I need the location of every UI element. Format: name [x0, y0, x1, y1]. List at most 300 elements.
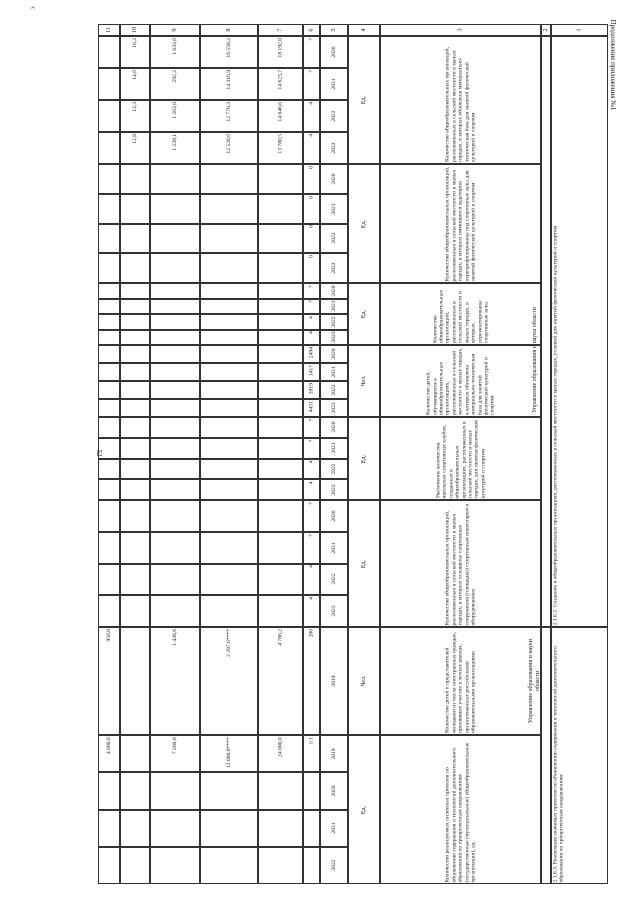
empty-cell-9: [150, 224, 200, 254]
value-cell-6: [303, 253, 320, 283]
empty-cell-11: [98, 224, 120, 254]
year-cell-text: 2020: [330, 46, 337, 58]
value-cell-10: [120, 735, 150, 772]
header-col-8: [200, 24, 258, 36]
header-col-4-text: 4: [359, 28, 367, 32]
empty-cell-9: [150, 363, 200, 381]
value-cell-7-text: 14 623,7: [277, 70, 284, 90]
value-cell-8-text: 12 000,0****: [225, 737, 232, 768]
empty-cell-10: [120, 381, 150, 399]
empty-cell-11: [98, 810, 120, 847]
appendix-note: Продолжение приложения №1: [609, 19, 617, 111]
value-cell-6-text: 3919: [308, 383, 315, 395]
empty-cell-8: [200, 459, 258, 480]
value-cell-10: [120, 100, 150, 132]
indicator-unit-cell-text: Чел.: [360, 375, 367, 387]
year-cell: [320, 253, 348, 283]
year-cell: [320, 36, 348, 68]
value-cell-7: [258, 36, 303, 68]
empty-cell-9: [150, 299, 200, 315]
value-cell-6-text: 4: [308, 481, 315, 485]
value-cell-9-text: 7 200,0: [171, 737, 178, 754]
value-cell-6: [303, 36, 320, 68]
empty-cell-9: [150, 810, 200, 847]
value-cell-11-text: [98, 100, 120, 132]
indicator-unit-cell-text: Ед.: [360, 219, 367, 228]
empty-cell-10: [120, 399, 150, 417]
value-cell-6: [303, 399, 320, 417]
empty-cell-9: [150, 399, 200, 417]
empty-cell-8: [200, 363, 258, 381]
year-cell: [320, 627, 348, 735]
empty-cell-8: [200, 810, 258, 847]
value-cell-7: [258, 68, 303, 100]
value-cell-7-text: 14 046,6: [277, 102, 284, 122]
indicator-text-cell-text: Количество общеобразовательных организаций, расположенных в сельской местности и малых городах, в которых оснащены спортивные сооружения (площадки) спортивным инвентарем и оборудованием: [444, 503, 477, 625]
year-cell: [320, 363, 348, 381]
value-cell-6: [303, 283, 320, 299]
empty-cell-7: [258, 532, 303, 564]
value-cell-6: [303, 500, 320, 532]
value-cell-9-text: 292,2: [171, 70, 178, 83]
year-cell: [320, 595, 348, 627]
executor-label: Управление образования и науки области: [531, 307, 538, 413]
empty-cell-11: [98, 381, 120, 399]
value-cell-10: [120, 627, 150, 735]
year-cell-text: 2023: [330, 484, 337, 496]
empty-cell-10: [120, 283, 150, 299]
empty-cell-11: [98, 253, 120, 283]
value-cell-6-text: 2494: [308, 347, 315, 359]
header-col-5-text: 5: [329, 28, 337, 32]
value-cell-6: [303, 735, 320, 772]
value-cell-7-text: 13 780,5: [277, 134, 284, 154]
header-col-2-text: 2: [541, 28, 549, 32]
empty-cell-10: [120, 438, 150, 459]
indicator-unit-cell: [348, 345, 380, 417]
empty-cell-11: [98, 532, 120, 564]
value-cell-8: [200, 36, 258, 68]
empty-cell-10: [120, 459, 150, 480]
header-col-11: [98, 24, 120, 36]
value-cell-11: [98, 36, 120, 68]
value-cell-6-text: 4: [308, 102, 315, 105]
empty-cell-8: [200, 772, 258, 809]
empty-cell-7: [258, 564, 303, 596]
empty-cell-10: [120, 363, 150, 381]
empty-cell-9: [150, 532, 200, 564]
year-cell: [320, 810, 348, 847]
empty-cell-7: [258, 381, 303, 399]
year-cell-text: 2021: [330, 822, 337, 834]
empty-cell-7: [258, 772, 303, 809]
empty-cell-11: [98, 399, 120, 417]
empty-cell-7: [258, 595, 303, 627]
empty-cell-7: [258, 810, 303, 847]
header-col-6-text: 6: [307, 28, 315, 32]
empty-cell-8: [200, 283, 258, 299]
value-cell-6: [303, 363, 320, 381]
empty-cell-7: [258, 345, 303, 363]
year-cell: [320, 283, 348, 299]
value-cell-11: [98, 627, 120, 735]
value-cell-6-text: 0: [308, 225, 315, 229]
empty-cell-7: [258, 479, 303, 500]
indicator-unit-cell: [348, 500, 380, 627]
value-cell-6-text: 1417: [308, 365, 315, 377]
year-cell-text: 2021: [330, 542, 337, 554]
value-cell-10: [120, 36, 150, 68]
empty-cell-10: [120, 345, 150, 363]
value-cell-8-text: 12 528,6: [225, 134, 232, 154]
empty-cell-7: [258, 399, 303, 417]
empty-cell-11: [98, 479, 120, 500]
indicator-text-cell: [380, 627, 541, 735]
value-cell-9: [150, 36, 200, 68]
value-cell-6-text: 4: [308, 460, 315, 464]
indicator-unit-cell-text: Ед.: [360, 805, 367, 814]
year-cell: [320, 330, 348, 346]
section-code-cell: [551, 627, 608, 884]
indicator-text-cell: [380, 735, 541, 884]
empty-cell-7: [258, 363, 303, 381]
empty-cell-9: [150, 330, 200, 346]
year-cell: [320, 564, 348, 596]
indicator-text-cell-text: Количество реализуемых пилотных проектов по обновлению содержания и технологий дополнительного образования по приоритетным направлениям (государственные (муниципальные) общеобразовательные организации), ед.: [444, 742, 477, 882]
header-col-3-text: 3: [456, 28, 464, 32]
value-cell-6: [303, 847, 320, 884]
empty-cell-8: [200, 224, 258, 254]
empty-cell-11: [98, 299, 120, 315]
empty-cell-10: [120, 772, 150, 809]
header-col-2: [541, 24, 551, 36]
header-col-4: [348, 24, 380, 36]
value-cell-6: [303, 330, 320, 346]
empty-cell-7: [258, 847, 303, 884]
empty-cell-8: [200, 399, 258, 417]
value-cell-7-text: 24 000,0: [277, 737, 284, 757]
value-cell-6-text: 4: [308, 134, 315, 137]
header-col-1: [551, 24, 608, 36]
empty-cell-10: [120, 299, 150, 315]
empty-cell-8: [200, 479, 258, 500]
year-cell-text: 2023: [330, 262, 337, 274]
header-col-6: [303, 24, 320, 36]
indicator-text-cell-text: Количество детей, обучающихся в общеобразовательных организациях, расположенных в сельской местности и малых городах, в которых обновлена материально-техническая база для занятий физической культурой и спортом: [425, 347, 496, 415]
indicator-text-cell: [380, 345, 541, 417]
empty-cell-7: [258, 314, 303, 330]
empty-cell-8: [200, 164, 258, 194]
empty-cell-11: [98, 595, 120, 627]
year-cell-text: 2019: [330, 675, 337, 687]
value-cell-6-text: 7: [308, 285, 315, 288]
value-cell-8-text: 2 397,6****: [225, 629, 232, 657]
value-cell-6: [303, 532, 320, 564]
empty-cell-9: [150, 381, 200, 399]
empty-cell-11: [98, 564, 120, 596]
year-cell-text: 2022: [330, 573, 337, 585]
value-cell-6: [303, 194, 320, 224]
corner-mark: ^: [30, 6, 36, 14]
value-cell-8-text: 14 316,9: [225, 70, 232, 90]
empty-cell-11: [98, 363, 120, 381]
empty-cell-8: [200, 532, 258, 564]
empty-cell-8: [200, 314, 258, 330]
empty-cell-11: [98, 314, 120, 330]
empty-cell-7: [258, 283, 303, 299]
value-cell-6-text: 0: [308, 166, 315, 169]
empty-cell-7: [258, 224, 303, 254]
header-col-5: [320, 24, 348, 36]
year-cell-text: 2022: [330, 859, 337, 871]
empty-cell-7: [258, 299, 303, 315]
year-cell: [320, 68, 348, 100]
indicator-text-cell: [380, 36, 541, 164]
empty-cell-8: [200, 500, 258, 532]
year-cell: [320, 164, 348, 194]
year-cell-text: 2021: [330, 442, 337, 454]
year-cell-text: 2023: [330, 605, 337, 617]
value-cell-9: [150, 627, 200, 735]
value-cell-6-text: 0: [308, 195, 315, 199]
year-cell: [320, 735, 348, 772]
value-cell-10-text: 12,8: [131, 134, 138, 144]
empty-cell-11: [98, 345, 120, 363]
empty-cell-9: [150, 500, 200, 532]
value-cell-6-text: 7: [308, 300, 315, 304]
executor-label-holder: [519, 627, 551, 735]
value-cell-6-text: 7: [308, 533, 315, 537]
indicator-unit-cell-text: Ед.: [360, 454, 367, 463]
value-cell-6: [303, 627, 320, 735]
value-cell-7-text: 4 786,2: [277, 629, 284, 646]
executor-label: Управление образования и науки области: [528, 638, 541, 724]
year-cell: [320, 100, 348, 132]
value-cell-6-text: 7: [308, 419, 315, 422]
header-col-1-text: 1: [575, 28, 583, 32]
empty-cell-10: [120, 314, 150, 330]
value-cell-8-text: 12 770,3: [225, 102, 232, 122]
empty-cell-7: [258, 459, 303, 480]
empty-cell-10: [120, 330, 150, 346]
empty-cell-11: [98, 772, 120, 809]
value-cell-11-text: [98, 132, 120, 164]
value-cell-6-text: [303, 772, 320, 809]
value-cell-6: [303, 810, 320, 847]
value-cell-9: [150, 132, 200, 164]
value-cell-6-text: 4451: [308, 401, 315, 413]
value-cell-11: [98, 132, 120, 164]
empty-cell-9: [150, 479, 200, 500]
value-cell-6-text: 4: [308, 597, 315, 601]
value-cell-6: [303, 595, 320, 627]
value-cell-10-text: 13,3: [131, 102, 138, 112]
value-cell-6: [303, 345, 320, 363]
value-cell-6: [303, 438, 320, 459]
empty-cell-8: [200, 564, 258, 596]
value-cell-10: [120, 68, 150, 100]
value-cell-11: [98, 735, 120, 772]
year-cell: [320, 299, 348, 315]
empty-cell-10: [120, 164, 150, 194]
empty-cell-8: [200, 253, 258, 283]
empty-cell-10: [120, 500, 150, 532]
value-cell-8: [200, 132, 258, 164]
section-code-cell: [551, 36, 608, 627]
empty-cell-8: [200, 194, 258, 224]
empty-cell-9: [150, 564, 200, 596]
empty-cell-10: [120, 564, 150, 596]
empty-cell-9: [150, 345, 200, 363]
year-cell: [320, 772, 348, 809]
year-cell-text: 2022: [330, 110, 337, 122]
indicator-unit-cell-text: Ед.: [360, 559, 367, 568]
value-cell-6: [303, 100, 320, 132]
empty-cell-9: [150, 314, 200, 330]
indicator-unit-cell: [348, 164, 380, 283]
year-cell: [320, 438, 348, 459]
year-cell-text: 2020: [330, 785, 337, 797]
year-cell: [320, 314, 348, 330]
empty-cell-10: [120, 532, 150, 564]
empty-cell-10: [120, 847, 150, 884]
empty-cell-10: [120, 479, 150, 500]
empty-cell-9: [150, 595, 200, 627]
value-cell-8: [200, 735, 258, 772]
year-cell-text: 2023: [330, 402, 337, 414]
empty-cell-9: [150, 194, 200, 224]
indicator-text-cell-text: Количество детей и представителей молодежи из числа иностранных граждан, принявших участие в летних школах, организованных российскими образовательными организациями: [444, 631, 477, 733]
empty-cell-11: [98, 417, 120, 438]
empty-cell-10: [120, 417, 150, 438]
year-cell-text: 2021: [330, 300, 337, 312]
value-cell-6: [303, 164, 320, 194]
indicator-unit-cell: [348, 283, 380, 345]
empty-cell-7: [258, 253, 303, 283]
year-cell: [320, 500, 348, 532]
header-col-7-text: 7: [276, 28, 284, 32]
empty-cell-9: [150, 847, 200, 884]
indicator-text-cell-text: Увеличение количества школьных спортивных клубов, созданных в общеобразовательных организациях, расположенных в сельской местности и малых городах, для занятия физической культурой и спортом: [434, 419, 486, 498]
year-cell-text: 2020: [330, 285, 337, 297]
indicator-unit-cell-text: Ед.: [360, 309, 367, 319]
section-code-cell-text: 2.1.6.2. Создание в общеобразовательных организациях, расположенных в сельской местности и малых городах, условий для занятий физической культурой и спортом: [552, 225, 558, 625]
empty-cell-8: [200, 847, 258, 884]
value-cell-11-text: [98, 36, 120, 68]
value-cell-10: [120, 132, 150, 164]
year-cell: [320, 532, 348, 564]
year-cell: [320, 459, 348, 480]
empty-cell-7: [258, 330, 303, 346]
empty-cell-7: [258, 500, 303, 532]
value-cell-10-text: [120, 735, 150, 772]
value-cell-7: [258, 100, 303, 132]
empty-cell-11: [98, 847, 120, 884]
value-cell-7: [258, 132, 303, 164]
value-cell-8: [200, 627, 258, 735]
value-cell-7-text: 18 192,0: [277, 38, 284, 58]
value-cell-9-text: 1 633,6: [171, 38, 178, 55]
value-cell-6-text: 0: [308, 255, 315, 259]
indicator-text-cell: [380, 417, 541, 500]
empty-cell-8: [200, 438, 258, 459]
empty-cell-8: [200, 330, 258, 346]
empty-cell-9: [150, 459, 200, 480]
header-col-9-text: 9: [170, 28, 178, 32]
year-cell-text: 2020: [330, 348, 337, 360]
empty-cell-11: [98, 500, 120, 532]
year-cell: [320, 381, 348, 399]
year-cell-text: 2021: [330, 78, 337, 90]
value-cell-6: [303, 564, 320, 596]
value-cell-6-text: 7: [308, 70, 315, 73]
header-col-10: [120, 24, 150, 36]
year-cell: [320, 132, 348, 164]
value-cell-6: [303, 299, 320, 315]
empty-cell-7: [258, 164, 303, 194]
empty-cell-11: [98, 438, 120, 459]
value-cell-6-text: 4: [308, 565, 315, 569]
value-cell-11-text: [98, 68, 120, 100]
header-col-7: [258, 24, 303, 36]
empty-cell-7: [258, 417, 303, 438]
value-cell-11: [98, 100, 120, 132]
value-cell-6-text: 7: [308, 439, 315, 443]
value-cell-6-text: [303, 810, 320, 847]
empty-cell-10: [120, 224, 150, 254]
value-cell-8: [200, 100, 258, 132]
value-cell-7: [258, 627, 303, 735]
value-cell-6: [303, 314, 320, 330]
indicator-unit-cell: [348, 417, 380, 500]
value-cell-6: [303, 479, 320, 500]
executor-label-holder: [519, 300, 551, 420]
section-code-cell-text: 2.1.6.3. Реализация значимых проектов по обновлению содержания и технологий дополнительного образования по приоритетным направлениям: [552, 645, 565, 882]
value-cell-11-text: 4 800,0: [105, 737, 112, 754]
indicator-unit-cell: [348, 36, 380, 164]
page-number: 52: [95, 449, 103, 457]
empty-cell-9: [150, 772, 200, 809]
indicator-text-cell-text: Количество общеобразовательных организаций, расположенных в сельской местности и малых городах, в которых отремонтированы спортивные залы: [431, 289, 489, 343]
empty-cell-8: [200, 345, 258, 363]
header-col-9: [150, 24, 200, 36]
year-cell: [320, 417, 348, 438]
value-cell-7: [258, 735, 303, 772]
empty-cell-11: [98, 164, 120, 194]
empty-cell-9: [150, 164, 200, 194]
empty-cell-9: [150, 438, 200, 459]
empty-cell-9: [150, 283, 200, 299]
value-cell-9: [150, 68, 200, 100]
year-cell: [320, 479, 348, 500]
header-col-11-text: 11: [104, 26, 112, 34]
year-cell: [320, 847, 348, 884]
indicator-unit-cell: [348, 735, 380, 884]
year-cell-text: 2020: [330, 421, 337, 433]
empty-cell-9: [150, 253, 200, 283]
empty-cell-8: [200, 381, 258, 399]
year-cell-text: 2021: [330, 366, 337, 378]
empty-cell-9: [150, 417, 200, 438]
value-cell-9-text: 1 263,0: [171, 102, 178, 119]
year-cell: [320, 194, 348, 224]
year-cell-text: 2022: [330, 232, 337, 244]
indicator-unit-cell: [348, 627, 380, 735]
value-cell-9: [150, 100, 200, 132]
year-cell: [320, 345, 348, 363]
year-cell-text: 2020: [330, 510, 337, 522]
indicator-text-cell-text: Количество общеобразовательных организаций, расположенных в сельской местности и малых городах, в которых имеющиеся аудитории перепрофилированы под спортивные залы для занятий физической культурой и спортом: [444, 165, 477, 281]
